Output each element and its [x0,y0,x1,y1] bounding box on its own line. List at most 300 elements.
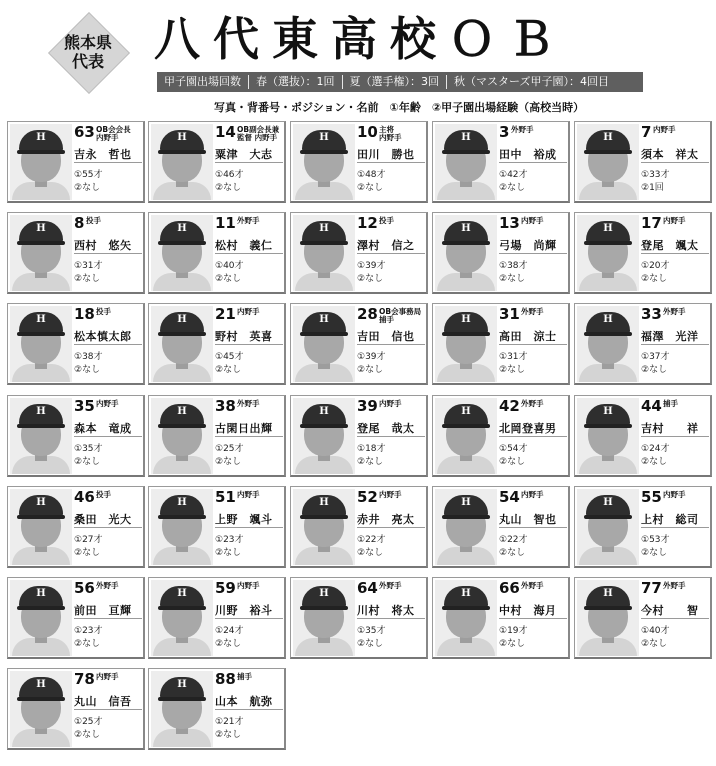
player-name: 吉永 哲也 [74,148,132,161]
player-info [215,487,285,567]
player-grid [7,121,716,761]
player-photo [293,489,355,565]
player-photo-cap-brim [17,606,65,610]
player-photo-cap-brim [584,606,632,610]
player-card [574,577,712,659]
cap-logo-icon: H [36,132,46,143]
player-photo-cap-brim [442,606,490,610]
player-photo [435,306,497,382]
player-name: 登尾 哉太 [357,422,415,435]
player-photo [577,215,639,291]
player-info [74,213,144,293]
player-photo-cap-brim [442,150,490,154]
koshien-experience: ②1回 [641,183,664,193]
player-photo-cap-brim [158,241,206,245]
region-badge [50,14,126,90]
player-photo [10,124,72,200]
divider [215,436,283,437]
koshien-experience: ②なし [641,639,668,649]
player-info [499,578,569,658]
player-photo [10,489,72,565]
player-position: 外野手 [96,581,119,590]
player-position: 主将 内野手 [379,125,402,142]
uniform-number: 42 [499,397,520,415]
player-card [7,121,145,203]
player-photo-cap-brim [17,241,65,245]
cap-logo-icon: H [36,406,46,417]
player-photo-cap-brim [584,332,632,336]
player-name: 川村 将太 [357,604,415,617]
koshien-experience: ②なし [641,274,668,284]
player-photo [151,580,213,656]
divider [215,618,283,619]
player-card [432,303,570,385]
player-info [215,213,285,293]
appearance-stats-bar [157,72,643,92]
player-age: ①19才 [499,626,528,636]
player-card [148,486,286,568]
uniform-number: 14 [215,123,236,141]
koshien-experience: ②なし [74,639,101,649]
player-info [215,669,285,749]
player-position: 外野手 [237,216,260,225]
cap-logo-icon: H [461,314,471,325]
player-photo [577,306,639,382]
player-age: ①27才 [74,535,103,545]
uniform-number: 21 [215,305,236,323]
cap-logo-icon: H [177,132,187,143]
uniform-number: 12 [357,214,378,232]
player-position: 内野手 [521,490,544,499]
player-age: ①55才 [74,170,103,180]
player-info [641,122,711,202]
player-card [432,486,570,568]
uniform-number: 33 [641,305,662,323]
player-position: 外野手 [521,399,544,408]
uniform-number: 7 [641,123,652,141]
cap-logo-icon: H [177,314,187,325]
uniform-number: 77 [641,579,662,597]
koshien-experience: ②なし [74,274,101,284]
uniform-number: 46 [74,488,95,506]
uniform-number: 39 [357,397,378,415]
player-info [357,122,427,202]
player-name: 前田 亘輝 [74,604,132,617]
divider [641,436,709,437]
player-photo [435,489,497,565]
koshien-experience: ②なし [499,365,526,375]
player-name: 須本 祥太 [641,148,699,161]
player-photo [293,215,355,291]
player-position: 捕手 [663,399,678,408]
divider [499,253,567,254]
koshien-experience: ②なし [641,365,668,375]
player-card [290,486,428,568]
koshien-experience: ②なし [74,183,101,193]
uniform-number: 88 [215,670,236,688]
player-card [148,577,286,659]
player-position: 内野手 [379,490,402,499]
player-age: ①48才 [357,170,386,180]
player-photo [151,306,213,382]
stats-spring: 春（選抜）：1回 [249,75,343,89]
player-photo-cap-brim [442,332,490,336]
player-name: 川野 裕斗 [215,604,273,617]
divider [357,162,425,163]
cap-logo-icon: H [319,314,329,325]
player-info [215,122,285,202]
player-age: ①22才 [357,535,386,545]
player-info [357,578,427,658]
player-age: ①40才 [215,261,244,271]
player-position: 投手 [96,307,111,316]
player-name: 田中 裕成 [499,148,557,161]
player-age: ①38才 [74,352,103,362]
player-age: ①23才 [74,626,103,636]
cap-logo-icon: H [36,679,46,690]
player-card [7,395,145,477]
player-photo [151,124,213,200]
player-photo-cap-brim [300,241,348,245]
player-info [74,669,144,749]
player-card [432,212,570,294]
player-photo [151,398,213,474]
divider [357,436,425,437]
player-card [148,303,286,385]
divider [74,253,142,254]
player-photo-cap-brim [300,150,348,154]
player-age: ①54才 [499,444,528,454]
cap-logo-icon: H [461,223,471,234]
player-age: ①22才 [499,535,528,545]
player-position: 投手 [86,216,101,225]
divider [357,527,425,528]
player-photo [293,124,355,200]
uniform-number: 66 [499,579,520,597]
player-card [7,577,145,659]
player-photo [293,580,355,656]
player-age: ①25才 [215,444,244,454]
player-name: 福澤 光洋 [641,330,699,343]
player-age: ①18才 [357,444,386,454]
player-name: 高田 涼士 [499,330,557,343]
player-position: 外野手 [511,125,534,134]
player-photo-cap-brim [158,515,206,519]
player-age: ①53才 [641,535,670,545]
player-info [74,487,144,567]
divider [74,618,142,619]
koshien-experience: ②なし [215,639,242,649]
cap-logo-icon: H [461,132,471,143]
koshien-experience: ②なし [215,548,242,558]
player-position: 内野手 [663,216,686,225]
uniform-number: 31 [499,305,520,323]
player-info [357,487,427,567]
player-photo [577,580,639,656]
player-name: 吉村 祥 [641,422,699,435]
cap-logo-icon: H [319,132,329,143]
player-age: ①42才 [499,170,528,180]
divider [499,618,567,619]
player-card [432,121,570,203]
stats-autumn: 秋（マスターズ甲子園）：4回目 [454,75,609,88]
player-position: 外野手 [237,399,260,408]
uniform-number: 59 [215,579,236,597]
player-photo [577,124,639,200]
player-name: 北岡登喜男 [499,422,557,435]
player-photo [10,580,72,656]
player-position: 外野手 [379,581,402,590]
player-age: ①39才 [357,261,386,271]
divider [641,618,709,619]
divider [357,253,425,254]
divider [641,162,709,163]
player-photo-cap-brim [584,241,632,245]
uniform-number: 54 [499,488,520,506]
player-card [574,303,712,385]
player-photo-cap-brim [300,515,348,519]
stats-label: 甲子園出場回数 [157,75,249,89]
region-name: 熊本県 [63,33,112,52]
player-info [499,487,569,567]
player-photo-cap-brim [300,332,348,336]
legend: 写真・背番号・ポジション・名前 ①年齢 ②甲子園出場経験（高校当時） [214,101,585,114]
uniform-number: 35 [74,397,95,415]
player-info [499,396,569,476]
uniform-number: 38 [215,397,236,415]
cap-logo-icon: H [319,497,329,508]
player-position: OB会会長 内野手 [96,125,131,142]
player-card [7,668,145,750]
cap-logo-icon: H [177,406,187,417]
player-age: ①23才 [215,535,244,545]
player-info [74,578,144,658]
player-age: ①31才 [499,352,528,362]
player-card [574,486,712,568]
player-age: ①35才 [357,626,386,636]
divider [499,344,567,345]
cap-logo-icon: H [36,223,46,234]
player-photo-cap-brim [158,606,206,610]
player-card [148,668,286,750]
koshien-experience: ②なし [215,365,242,375]
player-photo [10,306,72,382]
player-age: ①45才 [215,352,244,362]
player-age: ①31才 [74,261,103,271]
player-name: 西村 悠矢 [74,239,132,252]
player-position: 内野手 [237,490,260,499]
player-info [641,396,711,476]
koshien-experience: ②なし [357,639,384,649]
uniform-number: 55 [641,488,662,506]
player-name: 桑田 光大 [74,513,132,526]
region-label: 代表 [71,52,104,71]
koshien-experience: ②なし [215,730,242,740]
koshien-experience: ②なし [215,457,242,467]
player-name: 松本慎太郎 [74,330,132,343]
player-name: 山本 航弥 [215,695,273,708]
player-photo [577,489,639,565]
cap-logo-icon: H [603,314,613,325]
koshien-experience: ②なし [499,639,526,649]
player-photo [435,124,497,200]
koshien-experience: ②なし [357,548,384,558]
player-info [499,304,569,384]
player-name: 古閑日出輝 [215,422,273,435]
player-age: ①21才 [215,717,244,727]
player-position: 投手 [96,490,111,499]
player-photo-cap-brim [17,150,65,154]
player-info [74,396,144,476]
player-info [215,304,285,384]
player-name: 粟津 大志 [215,148,273,161]
player-age: ①35才 [74,444,103,454]
player-card [7,212,145,294]
cap-logo-icon: H [461,497,471,508]
player-photo [293,306,355,382]
cap-logo-icon: H [319,588,329,599]
player-position: 内野手 [96,399,119,408]
divider [74,344,142,345]
player-photo [10,215,72,291]
uniform-number: 13 [499,214,520,232]
player-photo-cap-brim [17,697,65,701]
player-position: 外野手 [521,307,544,316]
player-name: 澤村 信之 [357,239,415,252]
player-photo-cap-brim [442,515,490,519]
player-photo-cap-brim [442,424,490,428]
player-info [641,578,711,658]
player-name: 上村 総司 [641,513,699,526]
player-name: 吉田 信也 [357,330,415,343]
cap-logo-icon: H [36,588,46,599]
divider [641,527,709,528]
player-card [7,303,145,385]
cap-logo-icon: H [177,497,187,508]
player-photo [10,671,72,747]
uniform-number: 56 [74,579,95,597]
stats-summer: 夏（選手権）：3回 [343,75,448,89]
player-photo-cap-brim [584,424,632,428]
player-card [290,577,428,659]
player-age: ①33才 [641,170,670,180]
player-card [574,395,712,477]
player-photo-cap-brim [300,424,348,428]
divider [215,344,283,345]
koshien-experience: ②なし [499,457,526,467]
player-position: 外野手 [521,581,544,590]
koshien-experience: ②なし [74,548,101,558]
koshien-experience: ②なし [74,730,101,740]
player-card [574,212,712,294]
koshien-experience: ②なし [641,548,668,558]
player-info [641,213,711,293]
player-photo [10,398,72,474]
divider [357,344,425,345]
divider [74,162,142,163]
cap-logo-icon: H [603,406,613,417]
uniform-number: 78 [74,670,95,688]
divider [641,253,709,254]
player-card [290,395,428,477]
player-name: 上野 颯斗 [215,513,273,526]
player-age: ①25才 [74,717,103,727]
uniform-number: 44 [641,397,662,415]
koshien-experience: ②なし [215,274,242,284]
player-name: 登尾 颯太 [641,239,699,252]
cap-logo-icon: H [177,679,187,690]
player-photo [151,489,213,565]
cap-logo-icon: H [603,588,613,599]
player-card [432,577,570,659]
divider [74,709,142,710]
player-name: 森本 竜成 [74,422,132,435]
player-info [74,122,144,202]
player-photo-cap-brim [584,150,632,154]
player-card [290,121,428,203]
player-name: 松村 義仁 [215,239,273,252]
player-name: 赤井 亮太 [357,513,415,526]
divider [215,709,283,710]
divider [357,618,425,619]
player-photo-cap-brim [158,332,206,336]
cap-logo-icon: H [603,132,613,143]
koshien-experience: ②なし [357,183,384,193]
player-age: ①37才 [641,352,670,362]
player-age: ①20才 [641,261,670,271]
player-info [357,396,427,476]
cap-logo-icon: H [177,223,187,234]
player-name: 弓場 尚輝 [499,239,557,252]
uniform-number: 52 [357,488,378,506]
player-age: ①40才 [641,626,670,636]
divider [215,253,283,254]
player-position: 捕手 [237,672,252,681]
player-position: 内野手 [663,490,686,499]
uniform-number: 18 [74,305,95,323]
player-info [74,304,144,384]
uniform-number: 8 [74,214,85,232]
divider [499,527,567,528]
player-age: ①24才 [641,444,670,454]
uniform-number: 51 [215,488,236,506]
koshien-experience: ②なし [499,183,526,193]
player-card [7,486,145,568]
player-age: ①24才 [215,626,244,636]
cap-logo-icon: H [319,223,329,234]
player-age: ①38才 [499,261,528,271]
player-position: 外野手 [663,581,686,590]
cap-logo-icon: H [461,588,471,599]
player-info [499,122,569,202]
player-photo-cap-brim [300,606,348,610]
player-name: 今村 智 [641,604,699,617]
player-name: 野村 英喜 [215,330,273,343]
player-photo [435,580,497,656]
player-photo [293,398,355,474]
player-photo-cap-brim [158,424,206,428]
player-name: 丸山 智也 [499,513,557,526]
player-photo-cap-brim [442,241,490,245]
uniform-number: 3 [499,123,510,141]
player-card [432,395,570,477]
player-position: OB副会長兼 監督 内野手 [237,125,280,142]
player-photo [435,398,497,474]
koshien-experience: ②なし [74,365,101,375]
player-card [148,121,286,203]
player-photo [577,398,639,474]
uniform-number: 10 [357,123,378,141]
